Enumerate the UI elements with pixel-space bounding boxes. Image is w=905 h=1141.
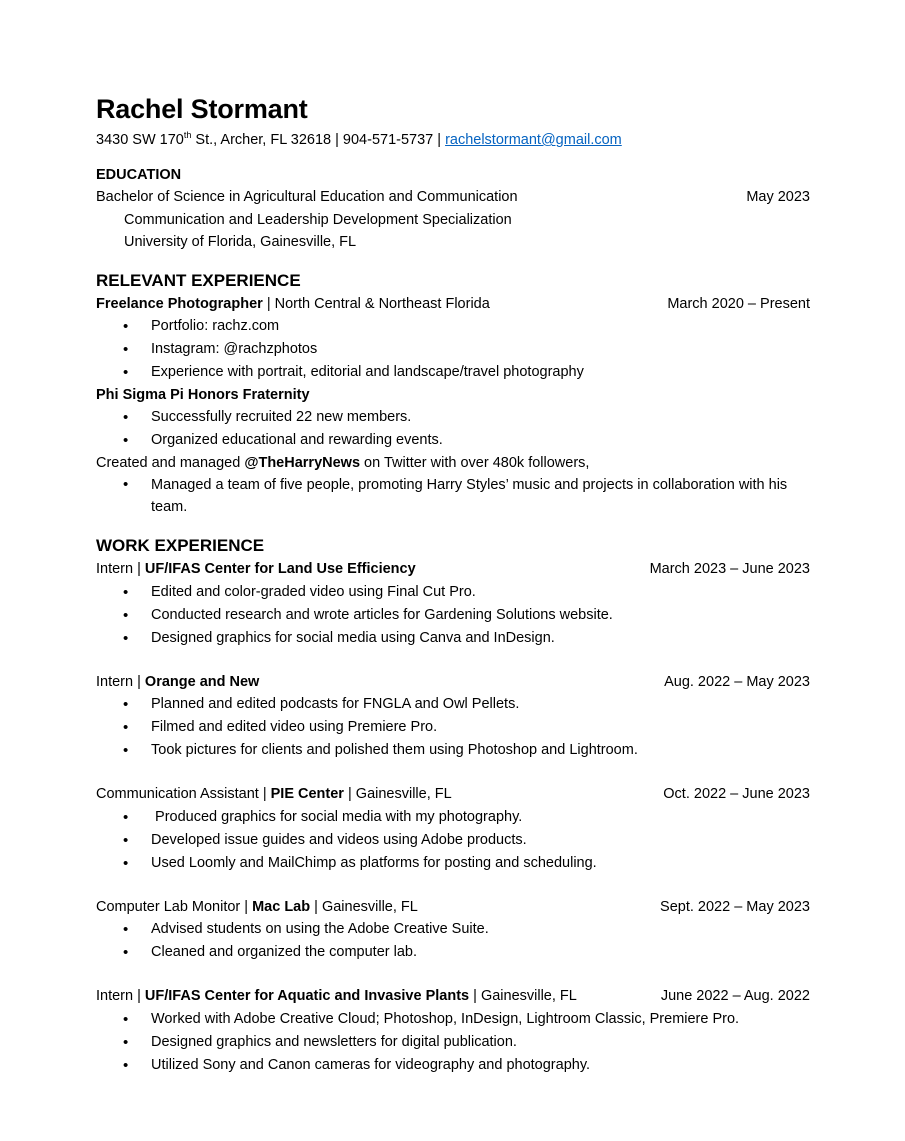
harrynews-post: on Twitter with over 480k followers,: [360, 455, 590, 471]
list-item: • Organized educational and rewarding events.: [96, 429, 810, 452]
education-heading: EDUCATION: [96, 167, 182, 183]
job-title-line: Communication Assistant | PIE Center | Gainesville, FL: [96, 786, 452, 802]
list-item: • Developed issue guides and videos using Adobe products.: [96, 829, 810, 852]
specialization-text: Communication and Leadership Development Specialization: [124, 211, 512, 228]
job-bullets: [96, 1008, 810, 1077]
photographer-location: North Central & Northeast Florida: [274, 295, 490, 312]
job-location: Gainesville, FL: [321, 898, 418, 915]
fraternity-bullets: [96, 406, 810, 452]
list-item: • Edited and color-graded video using Final Cut Pro.: [96, 581, 810, 604]
list-item: • Conducted research and wrote articles for Gardening Solutions website.: [96, 604, 810, 627]
photographer-title: Freelance Photographer: [96, 295, 263, 312]
job-row: [96, 671, 810, 694]
photographer-date: March 2020 – Present: [667, 295, 810, 312]
fraternity-title: Phi Sigma Pi Honors Fraternity: [96, 387, 310, 403]
job-org: Orange and New: [144, 673, 260, 690]
harrynews-handle: @TheHarryNews: [244, 455, 361, 471]
harrynews-pre: Created and managed: [96, 455, 245, 471]
job-org: UF/IFAS Center for Land Use Efficiency: [144, 561, 416, 577]
harrynews-bullets: [96, 474, 810, 518]
relevant-experience-heading: RELEVANT EXPERIENCE: [96, 270, 301, 290]
job-date: Aug. 2022 – May 2023: [664, 673, 810, 690]
list-item: • Successfully recruited 22 new members.: [96, 406, 810, 429]
list-item: • Filmed and edited video using Premiere Pro.: [96, 716, 810, 739]
photographer-bullets: [96, 315, 810, 384]
email-link[interactable]: rachelstormant@gmail.com: [445, 132, 622, 148]
degree-date: May 2023: [746, 189, 810, 205]
photographer-title-line: [96, 293, 490, 316]
job-role: Communication Assistant: [96, 786, 259, 802]
job-role: Computer Lab Monitor: [96, 898, 241, 915]
list-item: • Instagram: @rachzphotos: [96, 338, 810, 361]
list-item: • Cleaned and organized the computer lab.: [96, 941, 810, 964]
list-item: • Took pictures for clients and polished them using Photoshop and Lightroom.: [96, 739, 810, 762]
job-bullets: [96, 693, 810, 762]
job-org: UF/IFAS Center for Aquatic and Invasive Plants: [144, 988, 470, 1004]
list-item: • Produced graphics for social media with my photography.: [96, 806, 810, 829]
job-title-line: Intern | UF/IFAS Center for Land Use Efficiency: [96, 561, 416, 577]
address-text: 3430 SW 170: [96, 132, 184, 148]
list-item: • Portfolio: rachz.com: [96, 315, 810, 338]
job-location: Gainesville, FL: [355, 786, 452, 802]
job-date: March 2023 – June 2023: [649, 561, 810, 577]
degree-row: [96, 186, 810, 209]
work-experience-heading: WORK EXPERIENCE: [96, 536, 265, 555]
list-item: • Planned and edited podcasts for FNGLA and Owl Pellets.: [96, 693, 810, 716]
job-role: Intern: [96, 673, 134, 690]
job-bullets: [96, 918, 810, 964]
applicant-name: Rachel Stormant: [96, 94, 308, 124]
list-item: • Utilized Sony and Canon cameras for videography and photography.: [96, 1054, 810, 1077]
contact-line: [96, 129, 810, 151]
job-org: Mac Lab: [252, 898, 311, 915]
job-location: Gainesville, FL: [480, 988, 577, 1004]
list-item: • Used Loomly and MailChimp as platforms for posting and scheduling.: [96, 852, 810, 875]
job-title-line: Intern | UF/IFAS Center for Aquatic and Invasive Plants | Gainesville, FL: [96, 988, 577, 1004]
separator: |: [262, 295, 275, 312]
job-row: [96, 783, 810, 806]
job-title-line: Intern | Orange and New: [96, 673, 260, 690]
address-phone-text: St., Archer, FL 32618 | 904-571-5737 |: [191, 132, 446, 148]
job-row: [96, 896, 810, 919]
list-item: • Worked with Adobe Creative Cloud; Photoshop, InDesign, Lightroom Classic, Premiere Pro.: [96, 1008, 810, 1031]
job-row: [96, 558, 810, 581]
list-item: • Designed graphics for social media using Canva and InDesign.: [96, 627, 810, 650]
job-role: Intern: [96, 988, 134, 1004]
photographer-row: [96, 293, 810, 316]
degree-text: Bachelor of Science in Agricultural Education and Communication: [96, 189, 518, 205]
list-item: • Designed graphics and newsletters for digital publication.: [96, 1031, 810, 1054]
job-bullets: [96, 581, 810, 650]
school-text: University of Florida, Gainesville, FL: [124, 233, 357, 250]
job-bullets: [96, 806, 810, 875]
address-superscript: th: [183, 130, 192, 141]
resume-page: [96, 92, 810, 1077]
job-title-line: Computer Lab Monitor | Mac Lab | Gainesville, FL: [96, 898, 418, 915]
job-date: June 2022 – Aug. 2022: [660, 988, 810, 1004]
list-item: • Managed a team of five people, promoting Harry Styles’ music and projects in collaboration with his team.: [96, 474, 810, 518]
job-date: Sept. 2022 – May 2023: [660, 898, 810, 915]
list-item: • Advised students on using the Adobe Creative Suite.: [96, 918, 810, 941]
job-date: Oct. 2022 – June 2023: [663, 786, 810, 802]
harrynews-line: [96, 452, 810, 474]
list-item: • Experience with portrait, editorial and landscape/travel photography: [96, 361, 810, 384]
job-org: PIE Center: [270, 786, 344, 802]
job-role: Intern: [96, 561, 134, 577]
job-row: [96, 985, 810, 1008]
